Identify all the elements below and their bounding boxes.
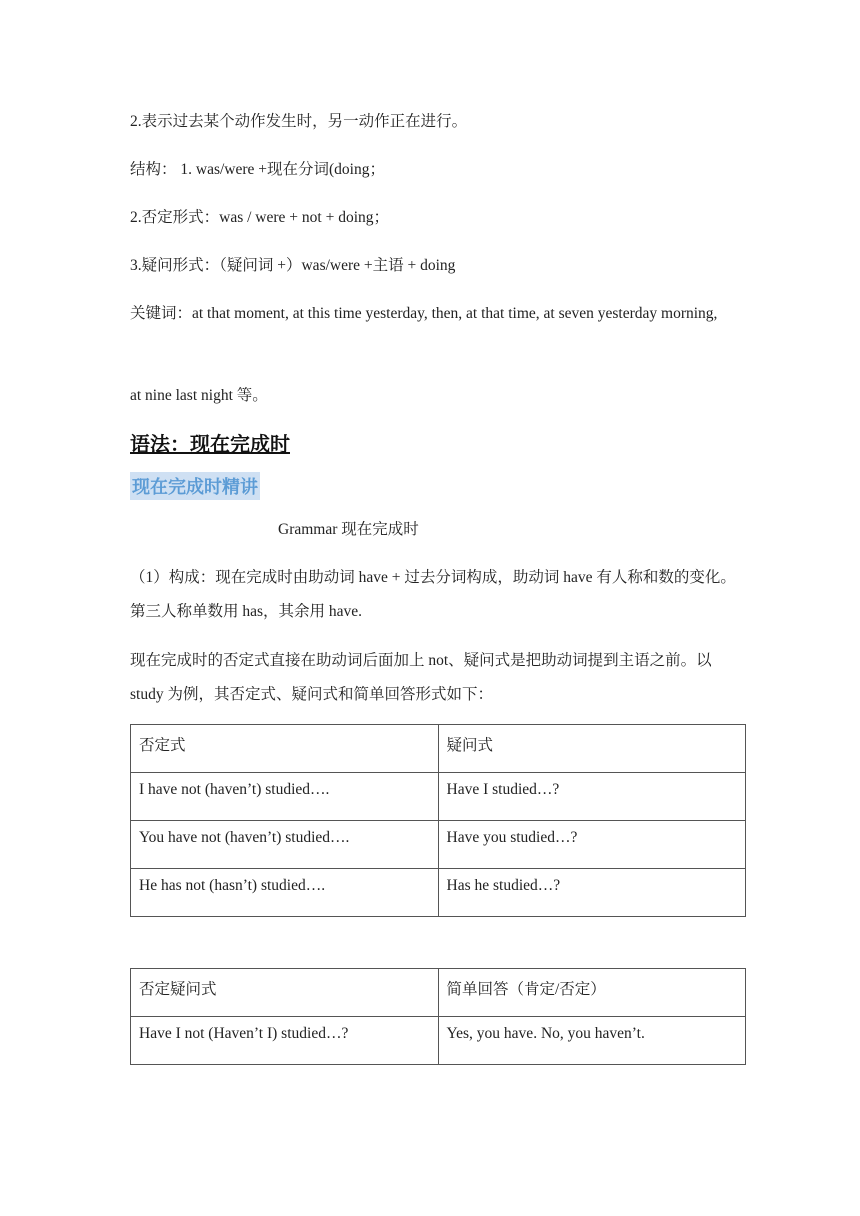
table-cell: 疑问式 (438, 725, 746, 773)
grammar-title: Grammar 现在完成时 (278, 521, 419, 538)
table-row (131, 773, 746, 821)
text-line: at nine last night 等。 (130, 387, 268, 404)
table-cell: He has not (hasn’t) studied…. (131, 869, 439, 917)
table-cell: Have I not (Haven’t I) studied…? (131, 1017, 439, 1065)
table-row (131, 1017, 746, 1065)
table-row (131, 969, 746, 1017)
table-cell: Has he studied…? (438, 869, 746, 917)
subheading-link[interactable]: 现在完成时精讲 (130, 472, 260, 500)
table-cell: Yes, you have. No, you haven’t. (438, 1017, 746, 1065)
text-line: 2.表示过去某个动作发生时，另一动作正在进行。 (130, 113, 468, 130)
table-cell: 否定疑问式 (131, 969, 439, 1017)
text-line: 结构： 1. was/were +现在分词(doing； (130, 161, 385, 178)
table-row (131, 821, 746, 869)
grammar-table-1 (130, 724, 746, 917)
paragraph-negative-question: 现在完成时的否定式直接在助动词后面加上 not、疑问式是把助动词提到主语之前。以 study 为例，其否定式、疑问式和简单回答形式如下： (130, 652, 712, 703)
table-cell: Have I studied…? (438, 773, 746, 821)
table-cell: I have not (haven’t) studied…. (131, 773, 439, 821)
table-cell: 简单回答（肯定/否定） (438, 969, 746, 1017)
paragraph-construction: （1）构成：现在完成时由助动词 have + 过去分词构成，助动词 have 有人称和数的变化。第三人称单数用 has，其余用 have. (130, 569, 736, 620)
section-heading: 语法：现在完成时 (130, 432, 290, 456)
table-cell: You have not (haven’t) studied…. (131, 821, 439, 869)
keywords-paragraph: 关键词：at that moment, at this time yesterday, then, at that time, at seven yesterday morning, (130, 305, 718, 322)
table-row (131, 725, 746, 773)
text-line: 2.否定形式：was / were + not + doing； (130, 209, 389, 226)
table-cell: Have you studied…? (438, 821, 746, 869)
text-line: 3.疑问形式：（疑问词 +）was/were +主语 + doing (130, 257, 456, 274)
table-row (131, 869, 746, 917)
table-cell: 否定式 (131, 725, 439, 773)
grammar-table-2 (130, 968, 746, 1065)
